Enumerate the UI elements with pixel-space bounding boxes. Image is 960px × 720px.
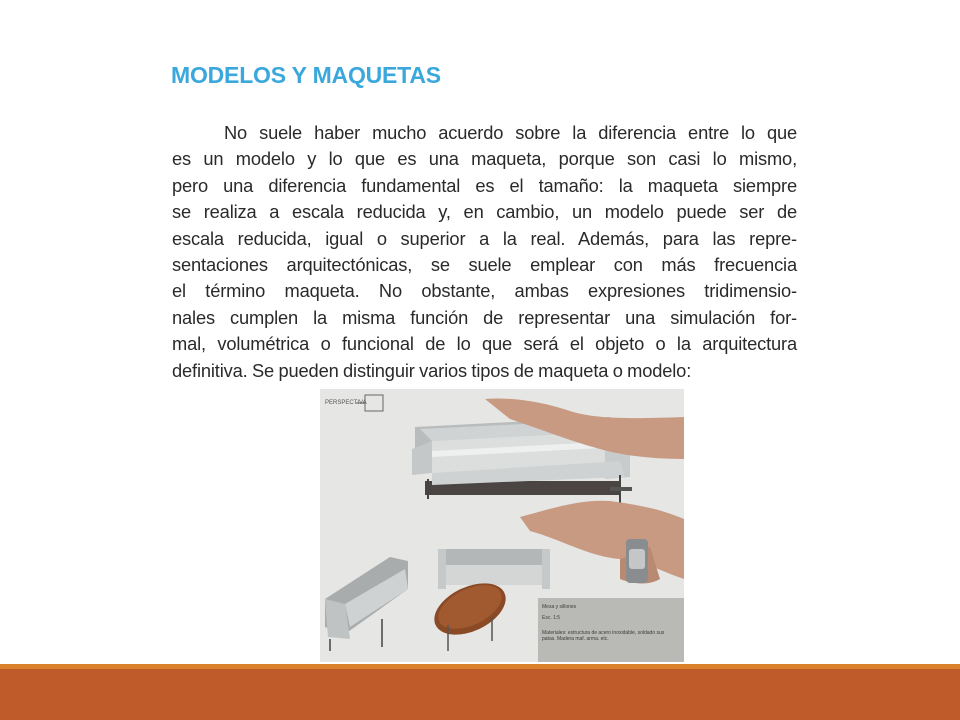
paragraph-line: el término maqueta. No obstante, ambas expresiones tridimensio- (172, 280, 797, 302)
caption-line: Mesa y sillones (542, 604, 577, 610)
paragraph-line: definitiva. Se pueden distinguir varios tipos de maqueta o modelo: (172, 359, 692, 381)
paragraph-line: No suele haber mucho acuerdo sobre la diferencia entre lo que (224, 122, 797, 143)
small-sofa-back (438, 549, 550, 589)
paragraph-line: mal, volumétrica o funcional de lo que será el objeto o la arquitectura (172, 333, 797, 355)
paragraph-line: escala reducida, igual o superior a la real. Además, para las repre- (172, 227, 797, 249)
caption-line: Materiales: estructura de acero inoxidable, soldado sus (542, 630, 665, 636)
paragraph-line: se realiza a escala reducida y, en cambio, un modelo puede ser de (172, 201, 797, 223)
body-paragraph (172, 120, 797, 384)
footer-bar (0, 669, 960, 720)
paragraph-line: pero una diferencia fundamental es el tamaño: la maqueta siempre (172, 174, 797, 196)
caption-line: patas. Madera maf. arma. etc. (542, 636, 609, 642)
paragraph-line: es un modelo y lo que es una maqueta, porque son casi lo mismo, (172, 148, 797, 170)
caption-line: Esc. 1:5 (542, 615, 561, 621)
page-title: MODELOS Y MAQUETAS (171, 62, 441, 88)
photo-caption-box (538, 598, 684, 662)
paragraph-line: sentaciones arquitectónicas, se suele emplear con más frecuencia (172, 254, 797, 276)
paragraph-line: nales cumplen la misma función de representar una simulación for- (172, 306, 797, 328)
perspective-label: PERSPECTIVA (325, 400, 367, 406)
